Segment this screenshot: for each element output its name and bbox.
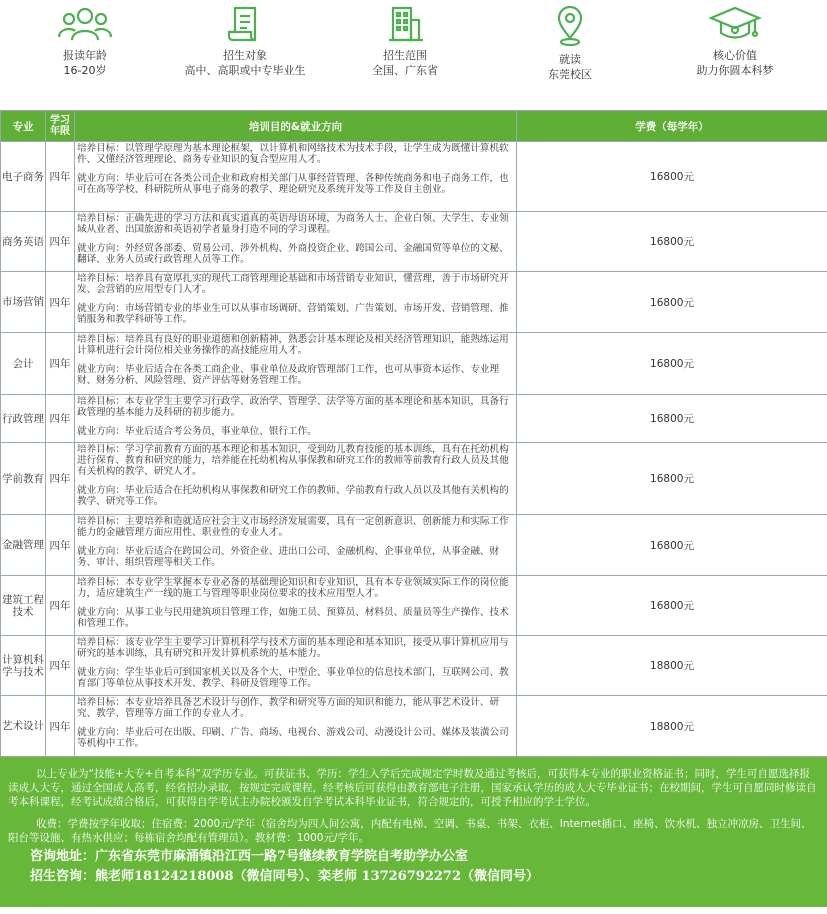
location-pin-icon (550, 4, 590, 48)
graduation-cap-icon (707, 4, 763, 44)
direction-cell (75, 212, 517, 272)
feature-age-title: 报读年龄 (63, 49, 107, 62)
major-name: 行政管理 (1, 395, 46, 443)
study-period: 四年 (46, 576, 75, 636)
feature-target (160, 0, 330, 78)
training-goal: 培养目标：学习学前教育方面的基本理论和基本知识，受到幼儿教育技能的基本训练，具有在托幼机构进行保育、教育和研究的能力，培养能在托幼机构从事保教和研究工作的教师等前教育行政人员及其他有关机构的教学、研究人才。 (77, 444, 509, 477)
training-goal: 培养目标：本专业培养具备艺术设计与创作、教学和研究等方面的知识和能力，能从事艺术设计、研究、教学、管理等方面工作的专业人才。 (77, 697, 500, 719)
major-name: 学前教育 (1, 443, 46, 515)
footer-panel (0, 757, 827, 907)
study-period: 四年 (46, 636, 75, 696)
building-icon (385, 4, 425, 44)
career-direction: 就业方向：毕业后适合在托幼机构从事保教和研究工作的教师、学前教育行政人员以及其他有关机构的教学、研究等工作。 (77, 485, 509, 507)
table-row (1, 142, 827, 212)
study-period: 四年 (46, 212, 75, 272)
major-name: 会计 (1, 333, 46, 395)
career-direction: 就业方向：从事工业与民用建筑项目管理工作，如施工员、预算员、材料员、质量员等生产操作、技术和管理工作。 (77, 607, 509, 629)
direction-cell (75, 576, 517, 636)
table-row (1, 576, 827, 636)
feature-range-title: 招生范围 (383, 49, 427, 62)
document-icon (225, 4, 265, 44)
tuition-fee: 16800元 (517, 212, 827, 272)
tuition-fee: 16800元 (517, 333, 827, 395)
table-row (1, 395, 827, 443)
table-row (1, 636, 827, 696)
table-row (1, 443, 827, 515)
training-goal: 培养目标：培养具有良好的职业道德和创新精神，熟悉会计基本理论及相关经济管理知识，能熟练运用计算机进行会计岗位相关业务操作的高技能应用人才。 (77, 334, 509, 356)
tuition-fee: 16800元 (517, 272, 827, 333)
direction-cell (75, 636, 517, 696)
feature-value-value: 助力你圆本科梦 (696, 64, 774, 77)
people-icon (57, 4, 113, 44)
header-major: 专业 (1, 111, 46, 142)
header-fee: 学费（每学年） (517, 111, 827, 142)
majors-table (0, 110, 827, 757)
study-period: 四年 (46, 515, 75, 576)
direction-cell (75, 696, 517, 757)
direction-cell (75, 272, 517, 333)
feature-campus (485, 0, 655, 82)
career-direction: 就业方向：学生毕业后可到国家机关以及各个大、中型企、事业单位的信息技术部门，互联网公司、教育部门等单位从事技术开发、教学、科研及管理等工作。 (77, 667, 509, 689)
career-direction: 就业方向：市场营销专业的毕业生可以从事市场调研、营销策划、广告策划、市场开发、营销管理、推销服务和教学科研等工作。 (77, 303, 509, 325)
tuition-fee: 16800元 (517, 515, 827, 576)
study-period: 四年 (46, 272, 75, 333)
feature-range-value: 全国、广东省 (372, 64, 438, 77)
contact-phones: 招生咨询：熊老师18124218008（微信同号）、栾老师 13726792272（微信同号） (30, 869, 540, 884)
feature-strip (0, 0, 827, 108)
tuition-fee: 16800元 (517, 576, 827, 636)
footer-fees: 收费：学费按学年收取；住宿费：2000元/学年（宿舍均为四人间公寓，内配有电梯、空调、书桌、书架、衣柜、Internet插口、座椅、饮水机、独立冲凉房、卫生间、阳台等设施、有热水供应；每栋宿舍均配有管理员）。教材费：1000元/学年。 (8, 818, 812, 844)
tuition-fee: 16800元 (517, 142, 827, 212)
table-row (1, 272, 827, 333)
direction-cell (75, 443, 517, 515)
training-goal: 培养目标：正确先进的学习方法和真实道真的英语母语环境，为商务人士、企业白领、大学生、专业领域从业者、出国旅游和英语初学者量身打造不同的学习课程。 (77, 213, 509, 235)
header-period: 学习年限 (46, 111, 75, 142)
major-name: 金融管理 (1, 515, 46, 576)
tuition-fee: 16800元 (517, 443, 827, 515)
tuition-fee: 16800元 (517, 395, 827, 443)
training-goal: 培养目标：该专业学生主要学习计算机科学与技术方面的基本理论和基本知识，接受从事计算机应用与研究的基本训练，具有研究和开发计算机系统的基本能力。 (77, 637, 509, 659)
career-direction: 就业方向：外经贸各部委、贸易公司、涉外机构、外商投资企业、跨国公司、金融国贸等单位的文秘、翻译、业务人员或行政管理人员等工作。 (77, 243, 509, 265)
feature-age (0, 0, 170, 78)
feature-target-value: 高中、高职或中专毕业生 (184, 64, 306, 77)
feature-value (650, 0, 820, 78)
study-period: 四年 (46, 696, 75, 757)
major-name: 计算机科学与技术 (1, 636, 46, 696)
career-direction: 就业方向：毕业后适合在跨国公司、外资企业、进出口公司、金融机构、企事业单位，从事金融、财务、审计、组织管理等相关工作。 (77, 546, 500, 568)
tuition-fee: 18800元 (517, 696, 827, 757)
training-goal: 培养目标：本专业学生掌握本专业必备的基础理论知识和专业知识，具有本专业领域实际工作的岗位能力，适应建筑生产一线的施工与管理等职业岗位要求的技术应用型人才。 (77, 577, 509, 599)
training-goal: 培养目标：培养具有宽厚扎实的现代工商管理理论基础和市场营销专业知识，懂营理，善于市场研究开发、会营销的应用型专门人才。 (77, 273, 509, 295)
direction-cell (75, 395, 517, 443)
tuition-fee: 18800元 (517, 636, 827, 696)
feature-range (320, 0, 490, 78)
feature-campus-value: 东莞校区 (548, 68, 592, 81)
career-direction: 就业方向：毕业后适合在各类工商企业、事业单位及政府管理部门工作，也可从事资本运作、专业理财、财务分析、风险管理、资产评估等财务管理工作。 (77, 364, 500, 386)
table-row (1, 515, 827, 576)
study-period: 四年 (46, 142, 75, 212)
feature-value-title: 核心价值 (713, 49, 757, 62)
major-name: 商务英语 (1, 212, 46, 272)
career-direction: 就业方向：毕业后适合考公务员，事业单位、银行工作。 (77, 426, 317, 437)
direction-cell (75, 142, 517, 212)
direction-cell (75, 333, 517, 395)
training-goal: 培养目标：主要培养和造就适应社会主义市场经济发展需要，具有一定创新意识、创新能力和实际工作能力的金融管理方面应用性、职业性的专业人才。 (77, 516, 509, 538)
training-goal: 培养目标：本专业学生主要学习行政学、政治学、管理学、法学等方面的基本理论和基本知识，具备行政管理的基本能力及科研的初步能力。 (77, 396, 509, 418)
footer-note: 以上专业为“技能+大专+自考本科”双学历专业。可获证书、学历：学生入学后完成规定学时数及通过考核后，可获得本专业的职业资格证书；同时，学生可自愿选择报读成人大专，通过全国成人高考，经省招办录取，按规定完成课程，经考核后可获得由教育部电子注册，国家承认学历的成人大专毕业证书；在校期间，学生可自愿同时修读自考本科课程，经考试成绩合格后，可获得自学考试主办院校颁发自学考试本科毕业证书，符合规定的，可授予相应的学士学位。 (8, 768, 817, 808)
feature-target-title: 招生对象 (223, 49, 267, 62)
study-period: 四年 (46, 333, 75, 395)
table-row (1, 333, 827, 395)
table-row (1, 696, 827, 757)
feature-age-value: 16-20岁 (63, 64, 107, 77)
direction-cell (75, 515, 517, 576)
study-period: 四年 (46, 395, 75, 443)
table-row (1, 212, 827, 272)
career-direction: 就业方向：毕业后可在各类公司企业和政府相关部门从事经营管理、各种传统商务和电子商务工作，也可在高等学校、科研院所从事电子商务的教学、理论研究及系统开发等工作及自主创业。 (77, 173, 509, 195)
training-goal: 培养目标：以管理学原理为基本理论框架，以计算机和网络技术为技术手段，让学生成为既懂计算机软件、又懂经济管理理论、商务专业知识的复合型应用人才。 (77, 143, 509, 165)
major-name: 市场营销 (1, 272, 46, 333)
major-name: 艺术设计 (1, 696, 46, 757)
header-direction: 培训目的&就业方向 (75, 111, 517, 142)
study-period: 四年 (46, 443, 75, 515)
table-header-row (1, 111, 827, 142)
major-name: 建筑工程技术 (1, 576, 46, 636)
contact-address: 咨询地址：广东省东莞市麻涌镇沿江西一路7号继续教育学院自考助学办公室 (30, 849, 469, 864)
major-name: 电子商务 (1, 142, 46, 212)
feature-campus-title: 就读 (559, 53, 581, 66)
career-direction: 就业方向：毕业后可在出版、印刷、广告、商场、电视台、游戏公司、动漫设计公司、媒体及装潢公司等机构中工作。 (77, 727, 509, 749)
